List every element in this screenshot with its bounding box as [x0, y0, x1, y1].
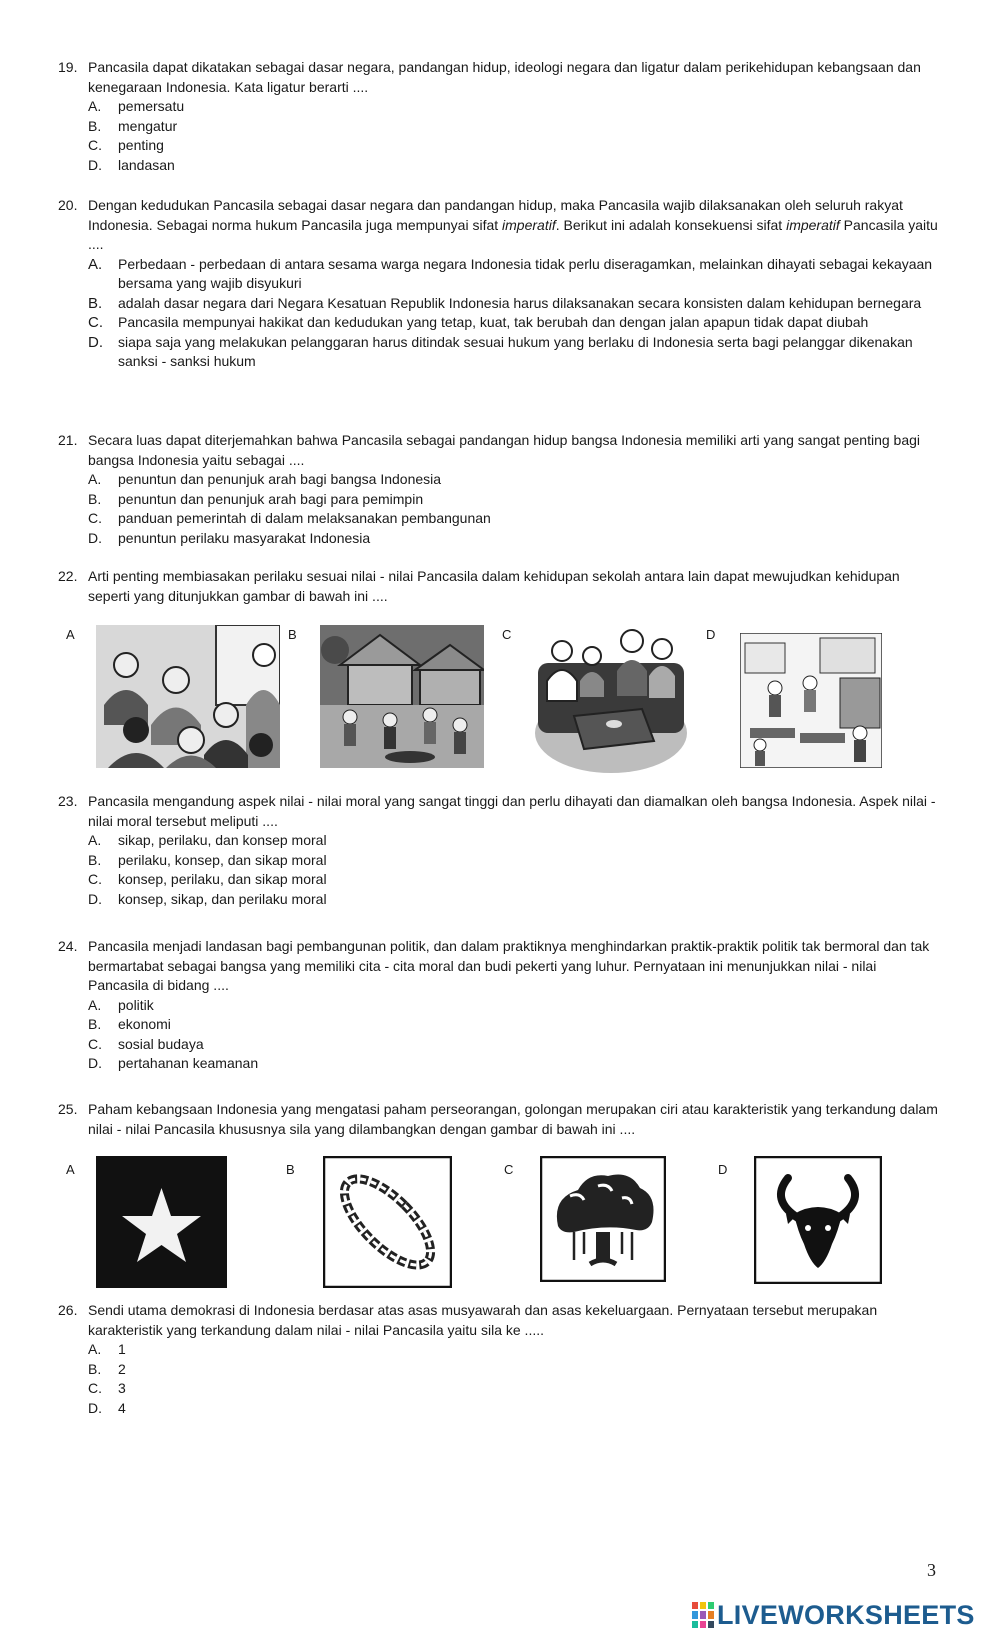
image-label-b: B	[288, 627, 297, 642]
option-text: pertahanan keamanan	[118, 1055, 259, 1071]
question-text-part: . Berikut ini adalah konsekuensi sifat	[555, 216, 787, 233]
option-a[interactable]	[88, 831, 938, 851]
chain-symbol-icon[interactable]	[323, 1156, 452, 1288]
image-label-c: C	[504, 1162, 514, 1177]
image-option-c-family[interactable]	[532, 621, 690, 776]
image-option-d-classroom[interactable]	[740, 633, 882, 768]
option-text: mengatur	[118, 117, 178, 134]
image-label-a: A	[66, 627, 75, 642]
buffalo-head-symbol-icon[interactable]	[754, 1156, 882, 1284]
image-label-c: C	[502, 627, 512, 642]
option-text: penuntun dan penunjuk arah bagi bangsa Indonesia	[118, 471, 442, 487]
option-d[interactable]	[88, 156, 938, 176]
options-list	[88, 1340, 938, 1418]
option-text: penuntun perilaku masyarakat Indonesia	[118, 529, 371, 546]
option-d[interactable]	[88, 1054, 938, 1074]
question-number: 22.	[58, 568, 78, 584]
option-letter: B.	[88, 851, 102, 868]
option-text: Perbedaan - perbedaan di antara sesama warga negara Indonesia tidak perlu diseragamkan, melainkan dihayati sebagai kekayaan bersama yang wajib disyukuri	[118, 255, 933, 291]
question-20	[58, 196, 938, 372]
question-19	[58, 58, 938, 175]
question-number: 25.	[58, 1101, 78, 1117]
question-25	[58, 1100, 938, 1139]
option-letter: D.	[88, 529, 102, 546]
option-b[interactable]	[88, 117, 938, 137]
option-b[interactable]	[88, 294, 938, 314]
option-text: konsep, sikap, dan perilaku moral	[118, 890, 327, 907]
image-label-a: A	[66, 1162, 75, 1177]
option-letter: B.	[88, 490, 102, 507]
option-text: sikap, perilaku, dan konsep moral	[118, 832, 327, 848]
question-21	[58, 431, 938, 548]
option-d[interactable]	[88, 333, 938, 372]
option-d[interactable]	[88, 529, 938, 549]
option-c[interactable]	[88, 1035, 938, 1055]
question-number: 24.	[58, 938, 78, 954]
option-letter: C.	[88, 1035, 102, 1052]
watermark-text: LIVEWORKSHEETS	[717, 1599, 975, 1630]
question-text: Paham kebangsaan Indonesia yang mengatasi paham perseorangan, golongan merupakan ciri atau karakteristik yang terkandung dalam nilai - nilai Pancasila khususnya sila yang dilambangkan dengan gambar di bawah ini ....	[88, 1101, 938, 1137]
option-letter: A.	[88, 1341, 102, 1357]
option-letter: A.	[88, 471, 102, 487]
option-text: politik	[118, 996, 154, 1013]
question-text: Pancasila dapat dikatakan sebagai dasar negara, pandangan hidup, ideologi negara dan ligatur dalam perikehidupan kebangsaan dan kenegaraan Indonesia. Kata ligatur berarti ....	[88, 59, 921, 95]
option-text: pemersatu	[118, 98, 185, 114]
option-a[interactable]	[88, 996, 938, 1016]
option-letter: C.	[88, 510, 102, 526]
option-a[interactable]	[88, 470, 938, 490]
question-text-italic: imperatif	[786, 216, 840, 233]
option-text: siapa saja yang melakukan pelanggaran harus ditindak sesuai hukum yang berlaku di Indonesia serta bagi pelanggar dikenakan sanksi - sanksi hukum	[118, 333, 913, 369]
option-letter: D.	[88, 890, 102, 907]
option-text: perilaku, konsep, dan sikap moral	[118, 851, 327, 868]
image-option-a-crowd[interactable]	[96, 625, 280, 768]
image-label-d: D	[706, 627, 716, 642]
option-letter: D.	[88, 1399, 102, 1416]
option-text: penuntun dan penunjuk arah bagi para pemimpin	[118, 490, 424, 507]
option-letter: D.	[88, 333, 103, 351]
option-text: landasan	[118, 156, 175, 173]
option-c[interactable]	[88, 1379, 938, 1399]
option-letter: A.	[88, 98, 102, 114]
question-26	[58, 1301, 938, 1418]
option-b[interactable]	[88, 1015, 938, 1035]
option-text: ekonomi	[118, 1016, 171, 1032]
option-text: sosial budaya	[118, 1035, 204, 1052]
option-b[interactable]	[88, 851, 938, 871]
option-a[interactable]	[88, 1340, 938, 1360]
image-label-b: B	[286, 1162, 295, 1177]
question-text-part: Dengan kedudukan Pancasila sebagai dasar negara dan pandangan hidup, maka Pancasila wajib dilaksanakan oleh seluruh rakyat Indonesia. Sebagai norma hukum Pancasila juga mempunyai sifat	[88, 197, 903, 233]
options-list	[88, 255, 938, 372]
options-list	[88, 831, 938, 909]
option-d[interactable]	[88, 1399, 938, 1419]
question-text-part: Pancasila yaitu ....	[88, 216, 938, 252]
question-text	[88, 196, 938, 255]
option-text: 4	[118, 1399, 126, 1416]
option-text: 2	[118, 1360, 126, 1377]
option-text: adalah dasar negara dari Negara Kesatuan Republik Indonesia harus dilaksanakan secara konsisten dalam kehidupan bernegara	[118, 294, 922, 311]
option-text: 1	[118, 1341, 126, 1357]
options-list	[88, 470, 938, 548]
options-list	[88, 996, 938, 1074]
question-number: 20.	[58, 197, 78, 213]
question-22-images	[58, 625, 938, 780]
option-text: konsep, perilaku, dan sikap moral	[118, 871, 327, 887]
option-letter: C.	[88, 137, 102, 153]
options-list	[88, 97, 938, 175]
page-number: 3	[927, 1560, 936, 1580]
banyan-tree-symbol-icon[interactable]	[540, 1156, 666, 1282]
liveworksheets-watermark[interactable]	[692, 1598, 975, 1632]
question-number: 19.	[58, 59, 78, 75]
option-d[interactable]	[88, 890, 938, 910]
option-b[interactable]	[88, 490, 938, 510]
option-letter: C.	[88, 871, 102, 887]
question-text-italic: imperatif	[502, 216, 556, 233]
question-22	[58, 567, 938, 606]
option-a[interactable]	[88, 97, 938, 117]
option-text: penting	[118, 137, 164, 153]
option-letter: D.	[88, 1055, 102, 1071]
option-text: 3	[118, 1380, 126, 1396]
question-number: 23.	[58, 793, 78, 809]
option-letter: A.	[88, 255, 103, 273]
option-c[interactable]	[88, 870, 938, 890]
option-letter: A.	[88, 996, 102, 1013]
option-letter: B.	[88, 294, 103, 312]
image-option-b-kerja-bakti[interactable]	[320, 625, 484, 768]
option-letter: A.	[88, 832, 102, 848]
question-text: Arti penting membiasakan perilaku sesuai nilai - nilai Pancasila dalam kehidupan sekolah antara lain dapat mewujudkan kehidupan seperti yang ditunjukkan gambar di bawah ini ....	[88, 568, 900, 604]
option-letter: B.	[88, 1360, 102, 1377]
option-letter: D.	[88, 156, 102, 173]
option-c[interactable]	[88, 313, 938, 333]
question-24	[58, 937, 938, 1074]
question-23	[58, 792, 938, 909]
option-text: Pancasila mempunyai hakikat dan kedudukan yang tetap, kuat, tak berubah dan dengan jalan apapun tidak dapat diubah	[118, 314, 869, 330]
question-text: Secara luas dapat diterjemahkan bahwa Pancasila sebagai pandangan hidup bangsa Indonesia memiliki arti yang sangat penting bagi bangsa Indonesia yaitu sebagai ....	[88, 432, 921, 468]
question-text: Sendi utama demokrasi di Indonesia berdasar atas asas musyawarah dan asas kekeluargaan. Pernyataan tersebut merupakan karakteristik yang terkandung dalam nilai - nilai Pancasila yaitu sila ke .....	[88, 1302, 878, 1338]
option-letter: B.	[88, 117, 102, 134]
option-text: panduan pemerintah di dalam melaksanakan pembangunan	[118, 510, 491, 526]
option-letter: B.	[88, 1016, 102, 1032]
option-b[interactable]	[88, 1360, 938, 1380]
question-25-images	[58, 1156, 938, 1291]
question-number: 26.	[58, 1302, 78, 1318]
liveworksheets-logo-icon	[692, 1602, 714, 1628]
question-text: Pancasila mengandung aspek nilai - nilai moral yang sangat tinggi dan perlu dihayati dan diamalkan oleh bangsa Indonesia. Aspek nilai - nilai moral tersebut meliputi ....	[88, 793, 936, 829]
star-symbol-icon[interactable]	[96, 1156, 227, 1288]
option-c[interactable]	[88, 136, 938, 156]
image-label-d: D	[718, 1162, 728, 1177]
option-letter: C.	[88, 314, 103, 331]
option-a[interactable]	[88, 255, 938, 294]
question-text: Pancasila menjadi landasan bagi pembangunan politik, dan dalam praktiknya menghindarkan praktik-praktik politik tak bermoral dan tak bermartabat sebagai bangsa yang memiliki cita - cita moral dan budi pekerti yang luhur. Pernyataan ini menunjukkan nilai - nilai Pancasila di bidang ....	[88, 938, 930, 993]
option-letter: C.	[88, 1380, 102, 1396]
question-number: 21.	[58, 432, 78, 448]
option-c[interactable]	[88, 509, 938, 529]
